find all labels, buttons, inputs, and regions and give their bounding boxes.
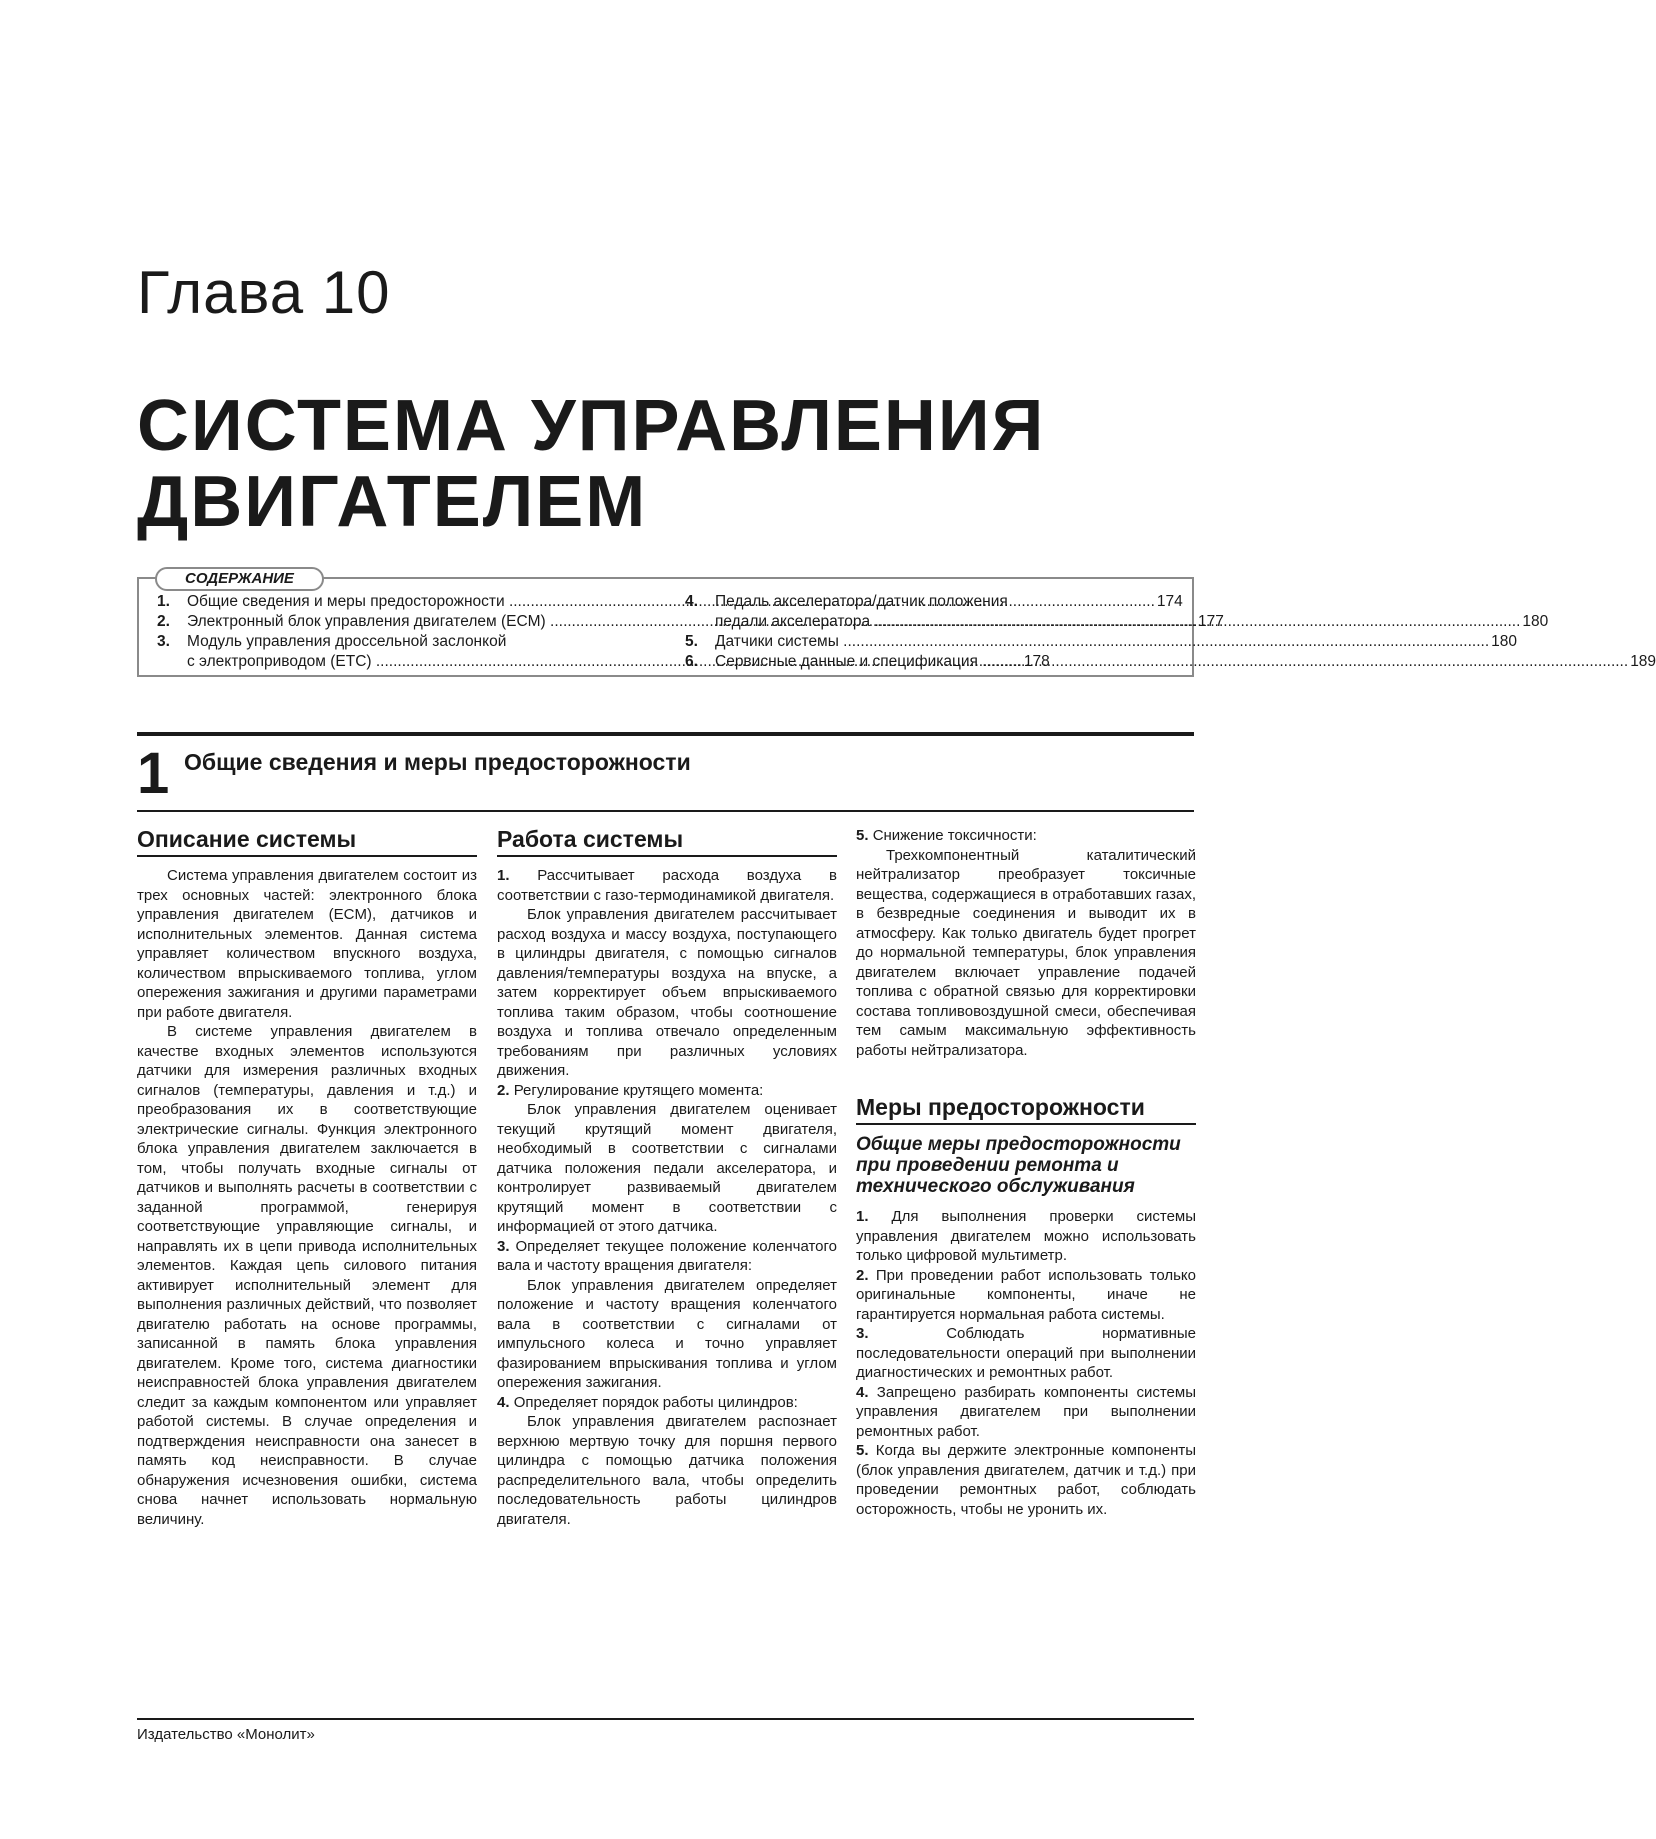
footer-publisher: Издательство «Монолит» [137, 1726, 315, 1743]
item-text: Регулирование крутящего момента: [513, 1081, 764, 1099]
numbered-item [497, 1081, 837, 1101]
item-text: Запрещено разбирать компоненты системы управления двигателем при выполнении ремонтных работ. [856, 1383, 1196, 1440]
column-middle [497, 826, 837, 1529]
item-text: Когда вы держите электронные компоненты (блок управления двигателем, датчик и т.д.) при проведении ремонтных работ, соблюдать осторожность, чтобы не уронить их. [856, 1442, 1197, 1518]
section-rule-top [137, 732, 1194, 736]
item-number: 2. [497, 1081, 510, 1099]
paragraph: Блок управления двигателем рассчитывает расход воздуха и массу воздуха, поступающего в цилиндры двигателя, с помощью сигналов давления/температуры воздуха на впуске, а затем корректирует объем впрыскиваемого топлива таким образом, чтобы соотношение воздуха и топлива отвечало определенным требованиям при различных условиях движения. [497, 906, 837, 1079]
toc-item-number: 2. [157, 613, 170, 630]
toc-item-title: Модуль управления дроссельной заслонкой [187, 633, 507, 650]
section-title: Общие сведения и меры предосторожности [184, 749, 691, 775]
item-text: Снижение токсичности: [872, 827, 1037, 844]
toc-item-title: Электронный блок управления двигателем (ECM) ..... [187, 612, 1196, 632]
item-number: 3. [856, 1325, 869, 1342]
page-title: СИСТЕМА УПРАВЛЕНИЯ ДВИГАТЕЛЕМ [137, 386, 1046, 542]
numbered-item [856, 1324, 1196, 1383]
paragraph: Трехкомпонентный каталитический нейтрализатор преобразует токсичные вещества, содержащиеся в отработавших газах, в безвредные соединения и выводит их в атмосферу. Как только двигатель будет прогрет до нормальной температуры, блок управления двигателем включает управление подачей топлива с обратной связью для корректировки состава топливовоздушной смеси, обеспечивая тем самым максимальную эффективность работы нейтрализатора. [856, 846, 1196, 1059]
toc-item-number: 5. [685, 633, 698, 650]
item-text: Определяет текущее положение коленчатого вала и частоту вращения двигателя: [497, 1237, 837, 1274]
toc-item-page: 180 [1522, 613, 1549, 630]
toc-item-page: 174 [1156, 593, 1183, 610]
section-rule-bottom [137, 810, 1194, 812]
toc-item-number: 4. [685, 593, 698, 610]
numbered-item [497, 1393, 837, 1413]
paragraph: В системе управления двигателем в качестве входных элементов используются датчики для измерения различных входных сигналов (температуры, давления и т.д.) и преобразования их в соответствующие электрические сигналы. Функция электронного блока управления двигателем заключается в том, чтобы получать входные сигналы от датчиков и выполнять расчеты в соответствии с заданной программой, генерируя соответствующие управляющие сигналы, и направлять их в цепи привода исполнительных элементов. Каждая цепь силового питания активирует исполнительный элемент для выполнения различных действий, что позволяет двигателю работать на основе программы, записанной в память блока управления двигателем. Кроме того, система диагностики неисправностей блока управления двигателем следит за каждым компонентом или управляет работой системы. В случае определения и подтверждения неисправности она занесет в память код неисправности. В случае обнаружения исчезновения ошибки, система снова начнет использовать нормальную величину. [137, 1023, 477, 1528]
numbered-item [497, 866, 837, 905]
toc-item-title: Педаль акселератора/датчик положения [715, 593, 1008, 610]
item-number: 2. [856, 1266, 869, 1284]
toc-item-title-cont: педали акселератора ..... [715, 612, 1520, 632]
numbered-item [856, 1266, 1196, 1325]
item-number: 4. [856, 1383, 869, 1401]
section-number: 1 [137, 741, 170, 806]
toc-item-number: 1. [157, 593, 170, 610]
paragraph: Блок управления двигателем распознает верхнюю мертвую точку для поршня первого цилиндра с помощью датчика положения распределительного вала, чтобы определить последовательность работы цилиндров двигателя. [497, 1413, 837, 1528]
paragraph: Блок управления двигателем определяет положение и частоту вращения коленчатого вала в соответствии с сигналами от импульсного колеса и точно управляет фазированием впрыскивания топлива и углом опережения зажигания. [497, 1276, 837, 1391]
paragraph: Система управления двигателем состоит из трех основных частей: электронного блока управления двигателем (ECM), датчиков и исполнительных элементов. Данная система управляет количеством впускного воздуха, количеством впрыскиваемого топлива, углом опережения зажигания и другими параметрами при работе двигателя. [137, 867, 477, 1021]
item-text: При проведении работ использовать только оригинальные компоненты, иначе не гарантируется нормальная работа системы. [856, 1266, 1197, 1323]
heading-system-description: Описание системы [137, 826, 477, 857]
toc-item-title-cont: с электроприводом (ETC) ..... [187, 652, 1022, 672]
toc-item-page: 177 [1198, 613, 1224, 630]
item-text: Рассчитывает расхода воздуха в соответствии с газо-термодинамикой двигателя. [497, 867, 837, 904]
column-right [856, 826, 1196, 1519]
heading-precautions: Меры предосторожности [856, 1094, 1196, 1125]
spacer [856, 1060, 1196, 1094]
toc-item-title: Общие сведения и меры предосторожности ..... [187, 592, 1155, 612]
toc-item-page: 180 [1491, 633, 1518, 650]
table-of-contents [137, 570, 1656, 677]
column-left [137, 826, 477, 1529]
numbered-item [856, 1383, 1196, 1442]
item-number: 5. [856, 827, 869, 844]
item-number: 4. [497, 1393, 510, 1411]
toc-item-page: 178 [1023, 653, 1050, 670]
numbered-item [856, 826, 1196, 846]
item-number: 1. [497, 867, 510, 884]
numbered-item [856, 1207, 1196, 1266]
numbered-item [856, 1441, 1196, 1519]
toc-label: СОДЕРЖАНИЕ [155, 567, 324, 591]
subheading-general-precautions: Общие меры предосторожности при проведении ремонта и технического обслуживания [856, 1134, 1181, 1197]
chapter-label: Глава 10 [137, 259, 391, 326]
item-text: Соблюдать нормативные последовательности операций при выполнении диагностических и ремонтных работ. [856, 1325, 1196, 1381]
toc-item-page: 189 [1630, 653, 1656, 670]
toc-item-number: 6. [685, 653, 698, 670]
toc-item[interactable] [685, 632, 1518, 652]
item-number: 3. [497, 1237, 510, 1255]
item-number: 5. [856, 1442, 869, 1459]
toc-item-number: 3. [157, 633, 170, 650]
item-text: Определяет порядок работы цилиндров: [513, 1393, 798, 1411]
paragraph: Блок управления двигателем оценивает текущий крутящий момент двигателя, необходимый в соответствии с сигналами датчика положения педали акселератора, и контролирует развиваемый двигателем крутящий момент в соответствии с информацией от этого датчика. [497, 1101, 837, 1235]
toc-item-title: Сервисные данные и спецификация ..... [715, 652, 1628, 672]
item-text: Для выполнения проверки системы управления двигателем можно использовать только цифровой мультиметр. [856, 1208, 1196, 1264]
toc-item[interactable] [685, 652, 1656, 672]
numbered-item [497, 1237, 837, 1276]
item-number: 1. [856, 1208, 869, 1225]
toc-item-title: Датчики системы ..... [715, 632, 1489, 652]
footer-rule [137, 1718, 1194, 1720]
heading-system-operation: Работа системы [497, 826, 837, 857]
